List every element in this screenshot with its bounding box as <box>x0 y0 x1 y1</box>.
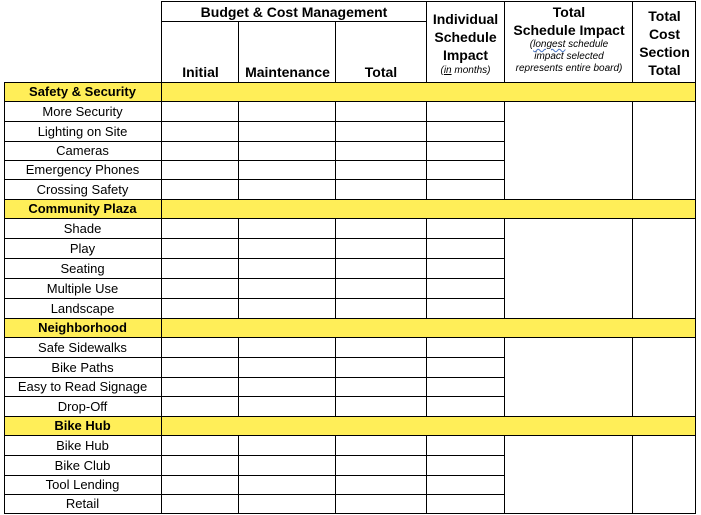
section-title: Bike Hub <box>54 418 111 433</box>
individual-note-in: in <box>443 65 452 76</box>
row-label: Bike Club <box>54 457 111 473</box>
grid-line <box>426 435 427 514</box>
grid-line <box>504 101 505 200</box>
grid-line <box>632 1 633 83</box>
grid-line <box>238 101 239 200</box>
total-schedule-note-longest: longest <box>533 39 566 50</box>
row-label: Crossing Safety <box>36 181 129 197</box>
grid-line <box>426 101 427 200</box>
grid-line <box>161 1 696 2</box>
grid-line <box>695 435 696 514</box>
total-schedule-note-schedule: schedule <box>565 39 609 50</box>
row-label: Shade <box>63 220 102 236</box>
row-label: Seating <box>60 260 105 276</box>
grid-line <box>632 435 633 514</box>
row-label: Cameras <box>56 143 109 158</box>
maintenance-label: Maintenance <box>245 64 330 80</box>
row-label: Landscape <box>50 300 115 316</box>
individual-line-2: Schedule <box>434 29 497 45</box>
grid-line <box>238 435 239 514</box>
row-label: More Security <box>42 103 123 119</box>
grid-line <box>238 218 239 319</box>
individual-line-1: Individual <box>432 11 499 27</box>
total-schedule-line-2: Schedule Impact <box>513 22 625 38</box>
grid-line <box>632 101 633 200</box>
cost-section-header <box>633 7 696 82</box>
grid-line <box>161 21 426 22</box>
individual-schedule-header <box>426 10 505 82</box>
row-label: Safe Sidewalks <box>38 339 127 355</box>
grid-line <box>161 318 162 338</box>
grid-line <box>161 337 162 417</box>
total-schedule-line-1: Total <box>552 4 586 20</box>
grid-line <box>504 1 505 83</box>
section-title: Community Plaza <box>28 201 137 216</box>
grid-line <box>632 337 633 417</box>
grid-line <box>695 318 696 338</box>
total-label: Total <box>364 64 398 80</box>
grid-line <box>504 513 696 514</box>
grid-line <box>426 1 427 83</box>
row-label: Easy to Read Signage <box>17 379 148 394</box>
grid-line <box>161 199 162 219</box>
grid-line <box>695 199 696 219</box>
individual-note: (in months) <box>440 65 491 76</box>
grid-line <box>161 435 162 514</box>
row-label: Bike Paths <box>51 359 114 375</box>
grid-line <box>4 199 5 219</box>
initial-header <box>162 62 239 82</box>
individual-line-3: Impact <box>442 47 489 63</box>
grid-line <box>695 337 696 417</box>
total-header <box>336 62 426 82</box>
row-label: Play <box>69 240 96 256</box>
grid-line <box>426 218 427 319</box>
grid-line <box>695 218 696 319</box>
grid-line <box>504 337 505 417</box>
individual-note-months: months) <box>451 65 491 76</box>
grid-line <box>4 218 5 319</box>
row-label: Bike Hub <box>56 437 109 453</box>
cost-line-1: Total <box>648 8 681 24</box>
grid-line <box>161 218 162 319</box>
grid-line <box>504 435 505 514</box>
row-label: Tool Lending <box>45 477 120 492</box>
row-label: Lighting on Site <box>37 123 128 139</box>
section-title: Neighborhood <box>38 320 127 335</box>
grid-line <box>4 82 5 102</box>
row-label: Emergency Phones <box>25 162 140 177</box>
budget-group-label: Budget & Cost Management <box>200 4 388 20</box>
total-schedule-header <box>505 3 633 82</box>
grid-line <box>335 101 336 200</box>
grid-line <box>695 416 696 436</box>
grid-line <box>161 1 162 83</box>
grid-line <box>335 337 336 417</box>
section-title: Safety & Security <box>29 84 136 99</box>
grid-line <box>4 318 5 338</box>
cost-line-4: Total <box>648 62 681 78</box>
grid-line <box>695 1 696 83</box>
row-label: Multiple Use <box>46 280 119 296</box>
row-label: Retail <box>65 496 100 511</box>
cost-line-3: Section <box>639 44 690 60</box>
grid-line <box>4 513 505 514</box>
total-schedule-note-2: impact selected <box>534 51 604 62</box>
grid-line <box>4 435 5 514</box>
maintenance-header <box>239 62 336 82</box>
grid-line <box>238 21 239 83</box>
grid-line <box>4 337 5 417</box>
grid-line <box>161 101 162 200</box>
grid-line <box>4 101 5 200</box>
total-schedule-note-3: represents entire board) <box>515 63 623 74</box>
grid-line <box>504 218 505 319</box>
grid-line <box>335 21 336 83</box>
grid-line <box>632 218 633 319</box>
budget-group-header <box>162 2 426 22</box>
grid-line <box>161 416 162 436</box>
initial-label: Initial <box>182 64 219 80</box>
grid-line <box>695 82 696 102</box>
grid-line <box>695 101 696 200</box>
row-label: Drop-Off <box>57 398 108 414</box>
grid-line <box>335 435 336 514</box>
grid-line <box>238 337 239 417</box>
cost-line-2: Cost <box>648 26 681 42</box>
grid-line <box>161 82 162 102</box>
grid-line <box>335 218 336 319</box>
total-schedule-note-1: (longest schedule <box>529 39 609 50</box>
grid-line <box>4 416 5 436</box>
grid-line <box>426 337 427 417</box>
